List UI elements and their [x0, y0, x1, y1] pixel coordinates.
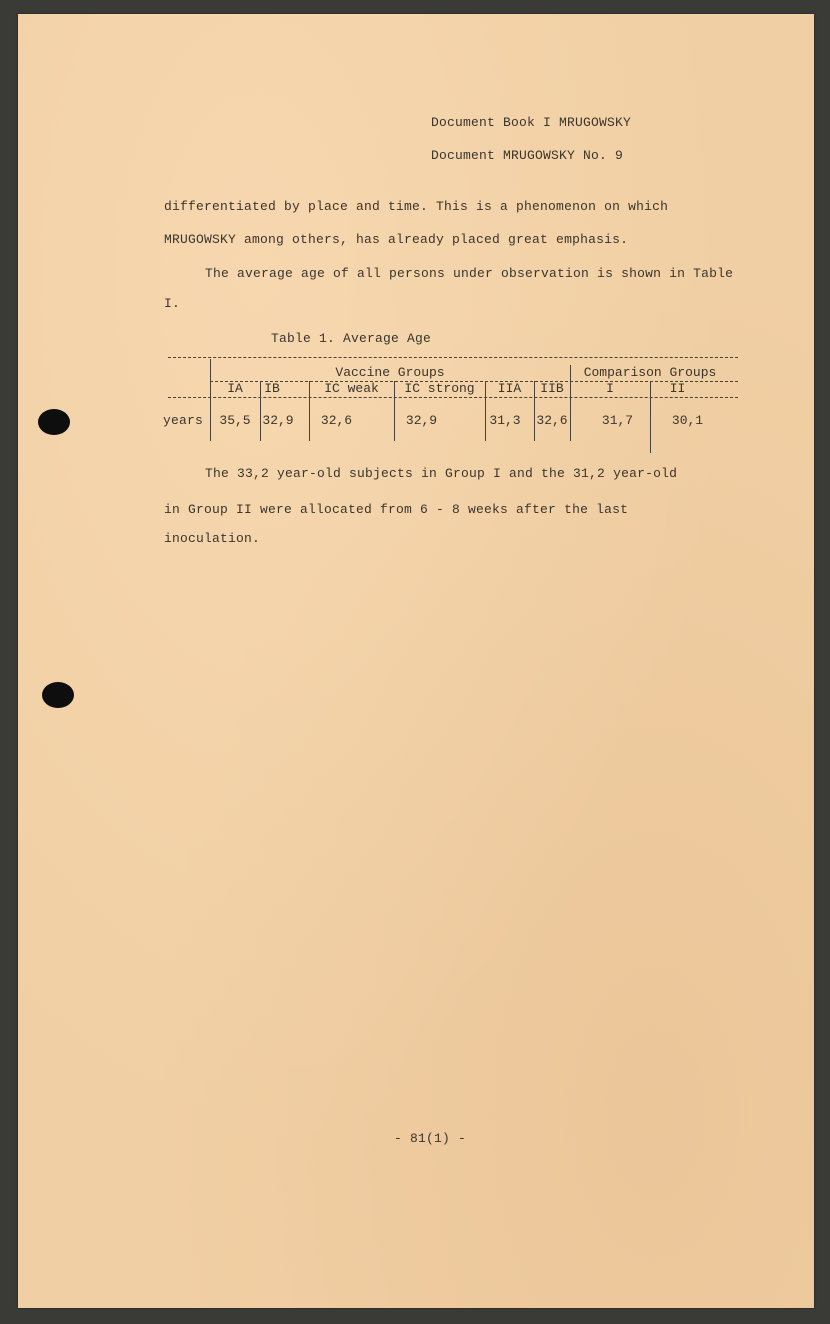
- table-cell-ia: 35,5: [219, 413, 251, 428]
- paragraph-3-line-1: The 33,2 year-old subjects in Group I and the 31,2 year-old: [205, 466, 678, 481]
- table-top-rule: [168, 357, 738, 358]
- table-cell-ic-strong: 32,9: [405, 413, 438, 428]
- column-header-ic-weak: IC weak: [324, 381, 379, 396]
- column-header-ii: II: [669, 381, 686, 396]
- paragraph-2-line-2: I.: [164, 296, 181, 311]
- table-cell-ii: 30,1: [671, 413, 704, 428]
- table-cell-ib: 32,9: [262, 413, 294, 428]
- page-number: - 81(1) -: [394, 1131, 467, 1146]
- column-header-ia: IA: [227, 381, 243, 396]
- punch-hole-bottom: [42, 682, 74, 708]
- document-book-header: Document Book I MRUGOWSKY: [431, 115, 632, 130]
- punch-hole-top: [38, 409, 70, 435]
- paragraph-1-line-1: differentiated by place and time. This is a phenomenon on which: [164, 199, 669, 214]
- table-cell-ic-weak: 32,6: [320, 413, 353, 428]
- column-header-iia: IIA: [497, 381, 522, 396]
- vaccine-groups-header: Vaccine Groups: [335, 365, 445, 380]
- row-label-years: years: [163, 413, 204, 428]
- column-header-i: I: [606, 381, 614, 396]
- table-cell-i: 31,7: [601, 413, 634, 428]
- column-header-ic-strong: IC strong: [404, 381, 475, 396]
- paragraph-2-line-1: The average age of all persons under observation is shown in Table: [205, 266, 734, 281]
- table-cell-iia: 31,3: [489, 413, 521, 428]
- comparison-groups-header: Comparison Groups: [583, 365, 717, 380]
- paragraph-3-line-3: inoculation.: [164, 531, 261, 546]
- table-cell-iib: 32,6: [536, 413, 568, 428]
- column-header-ib: IB: [264, 381, 280, 396]
- column-header-iib: IIB: [540, 381, 564, 396]
- paragraph-1-line-2: MRUGOWSKY among others, has already placed great emphasis.: [164, 232, 629, 247]
- table-header-rule: [168, 397, 738, 398]
- table-caption: Table 1. Average Age: [271, 331, 432, 346]
- document-number-header: Document MRUGOWSKY No. 9: [431, 148, 624, 163]
- paragraph-3-line-2: in Group II were allocated from 6 - 8 weeks after the last: [164, 502, 629, 517]
